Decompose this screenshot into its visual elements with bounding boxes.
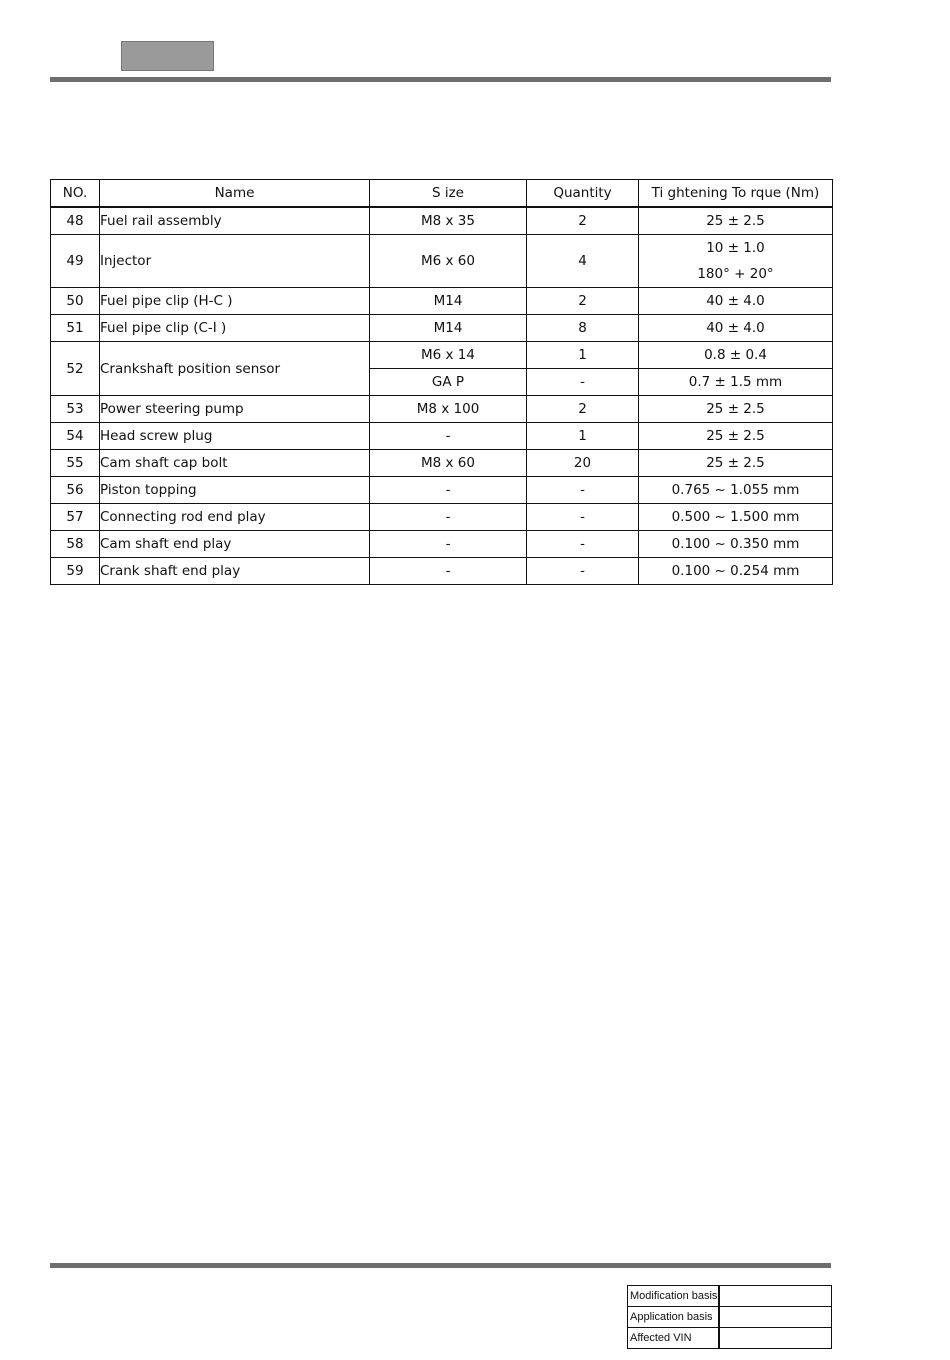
cell-no: 57 [51,504,100,531]
cell-name: Power steering pump [100,396,370,423]
cell-quantity-gap: - [527,369,639,396]
cell-torque: 0.500 ~ 1.500 mm [639,504,833,531]
cell-name: Crank shaft end play [100,558,370,585]
cell-quantity: 8 [527,315,639,342]
cell-size: M6 x 14 [370,342,527,369]
cell-torque: 10 ± 1.0 [639,235,833,262]
cell-quantity: 2 [527,396,639,423]
cell-torque: 0.8 ± 0.4 [639,342,833,369]
cell-name: Head screw plug [100,423,370,450]
header-torque: Ti ghtening To rque (Nm) [639,180,833,208]
header-name: Name [100,180,370,208]
cell-no: 56 [51,477,100,504]
affected-vin-label: Affected VIN [628,1328,720,1349]
table-row [51,450,833,477]
cell-name: Cam shaft end play [100,531,370,558]
table-row [51,288,833,315]
modification-row [628,1307,832,1328]
modification-row [628,1328,832,1349]
cell-name: Injector [100,235,370,288]
table-row [51,396,833,423]
cell-torque: 0.100 ~ 0.350 mm [639,531,833,558]
cell-no: 48 [51,207,100,235]
cell-quantity: 1 [527,423,639,450]
header-tab-block [121,41,214,71]
cell-torque: 40 ± 4.0 [639,315,833,342]
cell-size-gap: GA P [370,369,527,396]
table-row [51,235,833,262]
table-row [51,531,833,558]
table-row [51,477,833,504]
cell-size: - [370,531,527,558]
cell-torque: 40 ± 4.0 [639,288,833,315]
cell-size: M8 x 100 [370,396,527,423]
cell-no: 51 [51,315,100,342]
cell-name: Crankshaft position sensor [100,342,370,396]
cell-size: - [370,423,527,450]
cell-no: 50 [51,288,100,315]
cell-size: - [370,504,527,531]
table-row [51,504,833,531]
cell-name: Piston topping [100,477,370,504]
cell-quantity: 2 [527,288,639,315]
cell-name: Connecting rod end play [100,504,370,531]
cell-name: Fuel pipe clip (C-I ) [100,315,370,342]
cell-size: M6 x 60 [370,235,527,288]
table-row [51,207,833,235]
modification-row [628,1286,832,1307]
cell-quantity: - [527,531,639,558]
cell-quantity: 2 [527,207,639,235]
cell-torque-angle: 180° + 20° [639,261,833,288]
modification-basis-label: Modification basis [628,1286,720,1307]
cell-quantity: - [527,477,639,504]
cell-quantity: - [527,504,639,531]
cell-torque: 0.100 ~ 0.254 mm [639,558,833,585]
cell-no: 59 [51,558,100,585]
torque-spec-table [50,179,833,585]
cell-size: M8 x 60 [370,450,527,477]
cell-torque: 0.765 ~ 1.055 mm [639,477,833,504]
cell-torque: 25 ± 2.5 [639,207,833,235]
application-basis-value [719,1307,832,1328]
cell-no: 54 [51,423,100,450]
cell-name: Fuel rail assembly [100,207,370,235]
cell-size: - [370,477,527,504]
table-row [51,558,833,585]
cell-size: M14 [370,315,527,342]
cell-name: Cam shaft cap bolt [100,450,370,477]
table-header-row [51,180,833,208]
affected-vin-value [719,1328,832,1349]
cell-name: Fuel pipe clip (H-C ) [100,288,370,315]
header-divider [50,77,831,82]
cell-no: 58 [51,531,100,558]
cell-no: 53 [51,396,100,423]
cell-torque: 25 ± 2.5 [639,396,833,423]
table-row [51,342,833,369]
cell-no: 49 [51,235,100,288]
table-row [51,423,833,450]
cell-quantity: 20 [527,450,639,477]
cell-no: 52 [51,342,100,396]
header-no: NO. [51,180,100,208]
header-quantity: Quantity [527,180,639,208]
table-row [51,315,833,342]
cell-size: M14 [370,288,527,315]
modification-basis-value [719,1286,832,1307]
header-size: S ize [370,180,527,208]
cell-size: M8 x 35 [370,207,527,235]
footer-divider [50,1263,831,1268]
cell-torque-gap: 0.7 ± 1.5 mm [639,369,833,396]
cell-quantity: 4 [527,235,639,288]
cell-quantity: - [527,558,639,585]
modification-table [627,1285,832,1349]
cell-quantity: 1 [527,342,639,369]
cell-size: - [370,558,527,585]
application-basis-label: Application basis [628,1307,720,1328]
cell-torque: 25 ± 2.5 [639,423,833,450]
cell-torque: 25 ± 2.5 [639,450,833,477]
cell-no: 55 [51,450,100,477]
